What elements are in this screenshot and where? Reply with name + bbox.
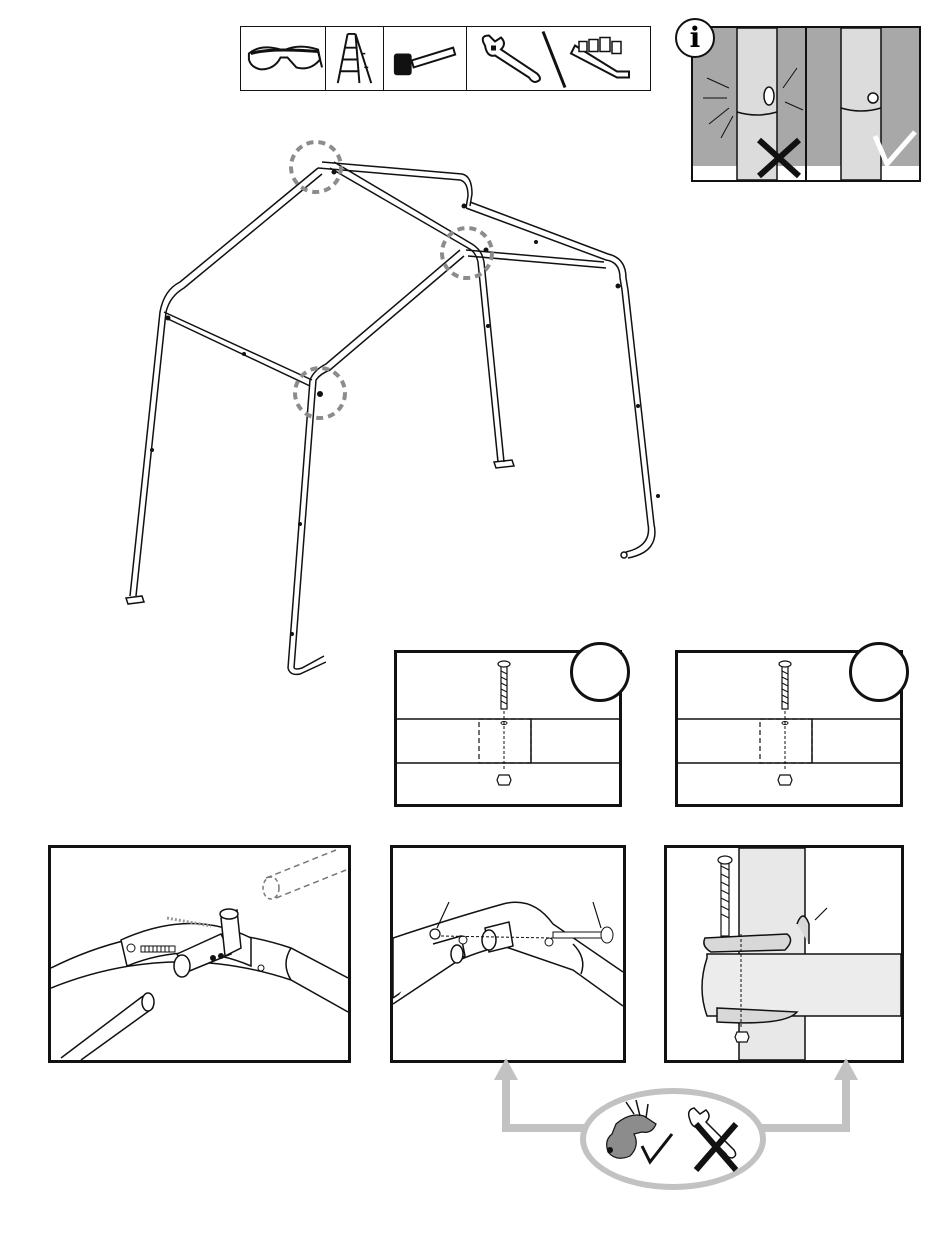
tightening-hint-ellipse: [580, 1088, 766, 1190]
check-icon: [642, 1134, 672, 1162]
info-icon: i: [675, 18, 715, 58]
hand-tighten-icon: [607, 1100, 656, 1158]
